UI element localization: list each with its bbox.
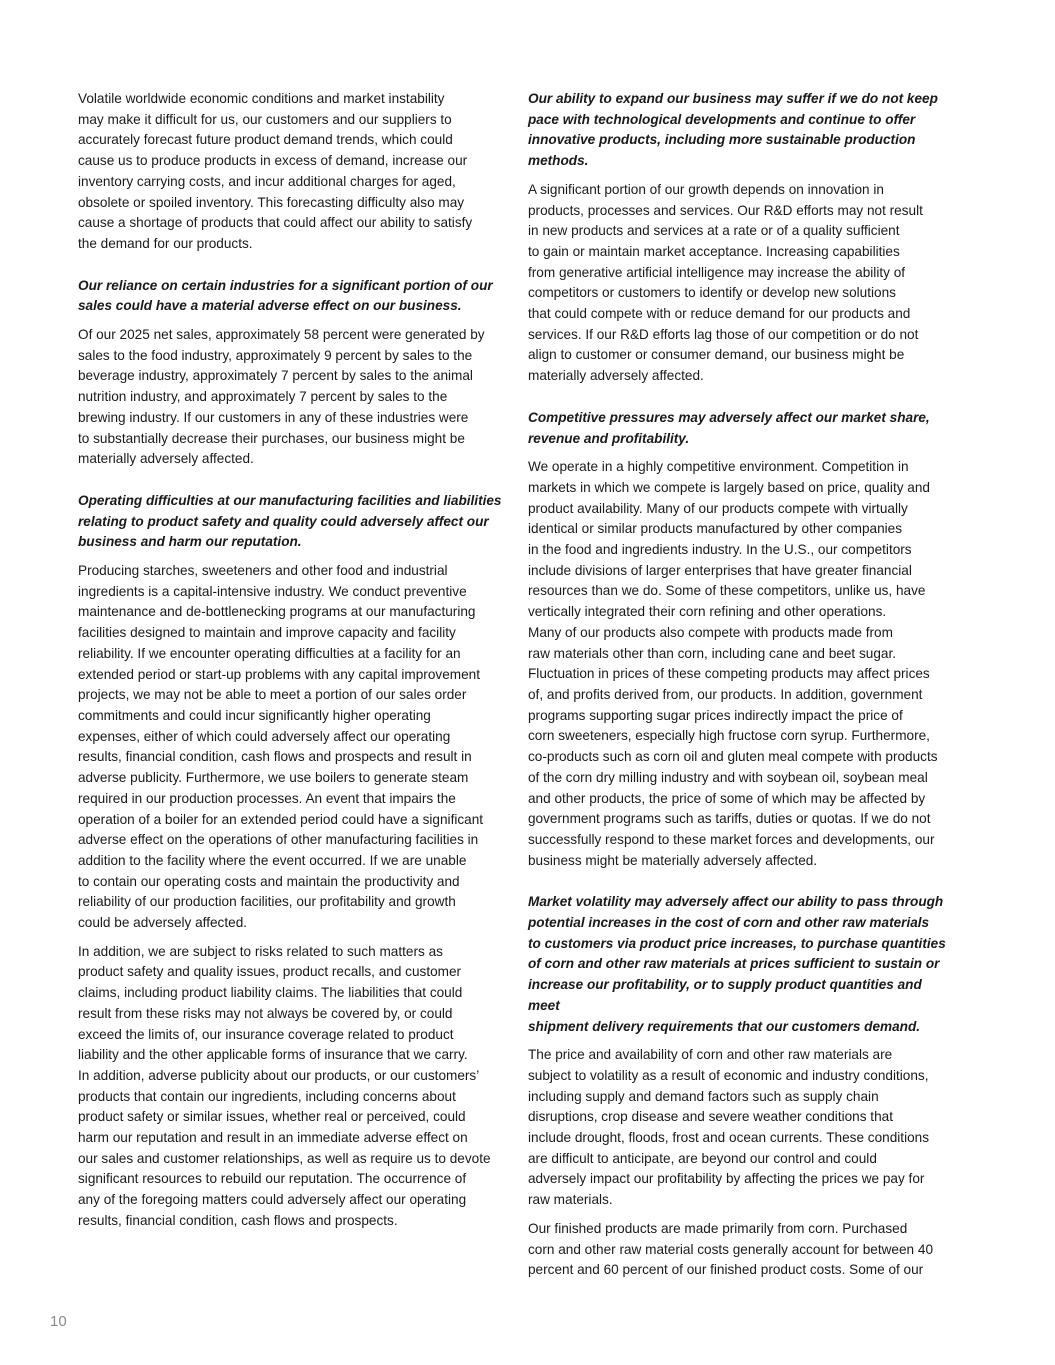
- paragraph-raw-material-prices: The price and availability of corn and other raw materials are subject to volatility as a result of economic and industry conditions, including supply and demand factors such as supply chain disruptions, crop disease and severe weather conditions that include drought, floods, frost and ocean currents. These conditions are difficult to anticipate, are beyond our control and could adversely impact our profitability by affecting the prices we pay for raw materials.: [528, 1047, 930, 1208]
- right-column: [528, 89, 956, 1289]
- section-gap: [78, 263, 506, 276]
- heading-competitive-pressures: Competitive pressures may adversely affect our market share, revenue and profitability.: [528, 409, 930, 446]
- section-gap: [528, 395, 956, 408]
- paragraph-industry-reliance: Of our 2025 net sales, approximately 58 percent were generated by sales to the food industry, approximately 9 percent by sales to the beverage industry, approximately 7 percent by sales to the animal nutrition industry, and approximately 7 percent by sales to the brewing industry. If our customers in any of these industries were to substantially decrease their purchases, our business might be materially adversely affected.: [78, 327, 485, 467]
- page-number: 10: [50, 1313, 67, 1330]
- heading-market-volatility: Market volatility may adversely affect our ability to pass through potential increases in the cost of corn and other raw materials to customers via product price increases, to purchase quantities of corn and other raw materials at prices sufficient to sustain or increase our profitability, or to supply product quantities and meet shipment delivery requirements that our customers demand.: [528, 894, 946, 1034]
- paragraph-operating-difficulties: Producing starches, sweeteners and other food and industrial ingredients is a capital-intensive industry. We conduct preventive maintenance and de-bottlenecking programs at our manufacturing facilities designed to maintain and improve capacity and facility reliability. If we encounter operating difficulties at a facility for an extended period or start-up problems with any capital improvement projects, we may not be able to meet a portion of our sales order commitments and could incur significantly higher operating expenses, either of which could adversely affect our operating results, financial condition, cash flows and prospects and result in adverse publicity. Furthermore, we use boilers to generate steam required in our production processes. An event that impairs the operation of a boiler for an extended period could have a significant adverse effect on the operations of other manufacturing facilities in addition to the facility where the event occurred. If we are unable to contain our operating costs and maintain the productivity and reliability of our production facilities, our profitability and growth could be adversely affected.: [78, 563, 484, 931]
- heading-industry-reliance: Our reliance on certain industries for a significant portion of our sales could have a material adverse effect on our business.: [78, 277, 493, 314]
- heading-technological-developments: Our ability to expand our business may suffer if we do not keep pace with technological developments and continue to offer innovative products, including more sustainable production methods.: [528, 91, 938, 169]
- heading-operating-difficulties: Operating difficulties at our manufacturing facilities and liabilities relating to product safety and quality could adversely affect our business and harm our reputation.: [78, 492, 502, 550]
- paragraph-innovation: A significant portion of our growth depends on innovation in products, processes and services. Our R&D efforts may not result in new products and services at a rate or of a quality sufficient to gain or maintain market acceptance. Increasing capabilities from generative artificial intelligence may increase the ability of competitors or customers to identify or develop new solutions that could compete with or reduce demand for our products and services. If our R&D efforts lag those of our competition or do not align to customer or consumer demand, our business might be materially adversely affected.: [528, 181, 923, 384]
- section-gap: [78, 478, 506, 491]
- paragraph-product-safety: In addition, we are subject to risks related to such matters as product safety and quality issues, product recalls, and customer claims, including product liability claims. The liabilities that could result from these risks may not always be covered by, or could exceed the limits of, our insurance coverage related to product liability and the other applicable forms of insurance that we carry. In addition, adverse publicity about our products, or our customers’ products that contain our ingredients, including concerns about product safety or similar issues, whether real or perceived, could harm our reputation and result in an immediate adverse effect on our sales and customer relationships, as well as require us to devote significant resources to rebuild our reputation. The occurrence of any of the foregoing matters could adversely affect our operating results, financial condition, cash flows and prospects.: [78, 943, 491, 1228]
- paragraph-competitive-environment: We operate in a highly competitive environment. Competition in markets in which we compete is largely based on price, quality and product availability. Many of our products compete with virtually identical or similar products manufactured by other companies in the food and ingredients industry. In the U.S., our competitors include divisions of larger enterprises that have greater financial resources than we do. Some of these competitors, unlike us, have vertically integrated their corn refining and other operations. Many of our products also compete with products made from raw materials other than corn, including cane and beet sugar. Fluctuation in prices of these competing products may affect prices of, and profits derived from, our products. In addition, government programs supporting sugar prices indirectly impact the price of corn sweeteners, especially high fructose corn syrup. Furthermore, co-products such as corn oil and gluten meal compete with products of the corn dry milling industry and with soybean oil, soybean meal and other products, the price of some of which may be affected by government programs such as tariffs, duties or quotas. If we do not successfully respond to these market forces and developments, our business might be materially adversely affected.: [528, 459, 938, 868]
- left-column: [78, 89, 506, 1240]
- paragraph-finished-products: Our finished products are made primarily from corn. Purchased corn and other raw material costs generally account for between 40 percent and 60 percent of our finished product costs. Some of our: [528, 1220, 934, 1278]
- paragraph-forecast-difficulty: Volatile worldwide economic conditions and market instability may make it difficult for us, our customers and our suppliers to accurately forecast future product demand trends, which could cause us to produce products in excess of demand, increase our inventory carrying costs, and incur additional charges for aged, obsolete or spoiled inventory. This forecasting difficulty also may cause a shortage of products that could affect our ability to satisfy the demand for our products.: [78, 91, 473, 251]
- section-gap: [528, 879, 956, 892]
